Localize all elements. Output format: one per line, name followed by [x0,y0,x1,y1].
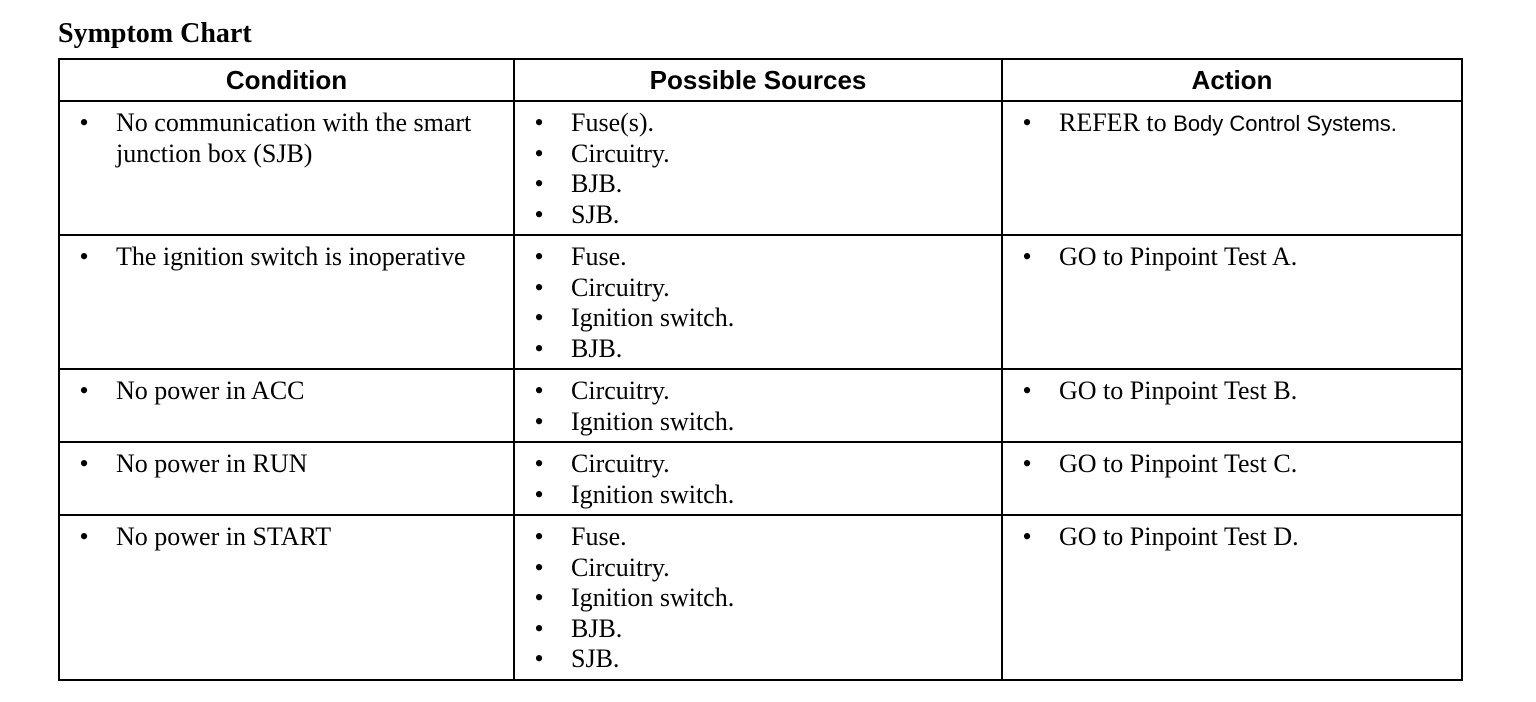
bullet-icon: • [534,552,544,582]
bullet-icon: • [534,583,544,612]
source-text: Circuitry. [571,449,670,478]
bullet-icon: • [534,406,544,436]
action-cell [1002,369,1462,442]
action-text: GO to Pinpoint Test C. [1059,449,1298,478]
source-text: Circuitry. [571,376,670,405]
bullet-icon: • [534,272,544,302]
list-item [515,108,1001,139]
condition-cell [59,442,514,515]
sources-cell [514,442,1002,515]
source-text: Ignition switch. [571,479,735,509]
source-text: Ignition switch. [571,303,735,332]
bullet-icon: • [79,449,89,478]
list-item [515,553,1001,584]
action-cell [1002,235,1462,369]
condition-cell [59,101,514,235]
list-item [1003,522,1461,553]
bullet-icon: • [534,199,544,229]
bullet-icon: • [534,613,544,643]
source-text: SJB. [571,644,620,673]
bullet-icon: • [1022,376,1032,405]
bullet-icon: • [534,376,544,405]
condition-cell [59,369,514,442]
list-item [515,407,1001,438]
action-text: GO to Pinpoint Test D. [1059,522,1299,551]
source-text: Circuitry. [571,272,670,302]
bullet-icon: • [79,376,89,405]
condition-text: No power in ACC [116,376,305,405]
list-item [515,644,1001,675]
bullet-icon: • [534,644,544,673]
source-text: Ignition switch. [571,406,735,436]
bullet-icon: • [534,479,544,509]
list-item [515,480,1001,511]
list-item [1003,449,1461,480]
bullet-icon: • [79,522,89,551]
table-row [59,515,1462,680]
header-possible-sources: Possible Sources [514,59,1002,101]
action-text: GO to Pinpoint Test B. [1059,376,1298,405]
list-item [515,303,1001,334]
list-item [60,376,513,407]
table-row [59,101,1462,235]
body-control-systems-link[interactable]: Body Control Systems. [1173,111,1397,136]
action-cell [1002,101,1462,235]
source-text: Ignition switch. [571,583,735,612]
list-item [515,583,1001,614]
list-item [515,200,1001,231]
list-item [515,376,1001,407]
list-item [60,522,513,553]
source-text: SJB. [571,199,620,229]
list-item [1003,242,1461,273]
condition-text: The ignition switch is inoperative [116,242,466,271]
source-text: BJB. [571,169,623,198]
bullet-icon: • [534,108,544,137]
action-cell [1002,515,1462,680]
bullet-icon: • [534,333,544,363]
condition-cell [59,515,514,680]
list-item [515,522,1001,553]
list-item [515,614,1001,645]
sources-cell [514,515,1002,680]
bullet-icon: • [534,449,544,478]
table-row [59,235,1462,369]
list-item [515,169,1001,200]
condition-text: No power in RUN [116,449,308,478]
bullet-icon: • [534,522,544,551]
bullet-icon: • [1022,522,1032,551]
bullet-icon: • [1022,242,1032,271]
list-item [60,108,513,169]
table-row [59,369,1462,442]
source-text: Fuse. [571,242,627,271]
bullet-icon: • [534,303,544,332]
action-text: GO to Pinpoint Test A. [1059,242,1298,271]
action-cell [1002,442,1462,515]
sources-cell [514,235,1002,369]
condition-text: No power in START [116,522,332,551]
bullet-icon: • [79,242,89,271]
source-text: BJB. [571,333,623,363]
list-item [515,449,1001,480]
bullet-icon: • [79,108,89,137]
header-condition: Condition [59,59,514,101]
source-text: Circuitry. [571,552,670,582]
sources-cell [514,369,1002,442]
list-item [60,242,513,273]
action-text: REFER to [1059,108,1167,137]
source-text: Fuse. [571,522,627,551]
bullet-icon: • [534,138,544,168]
bullet-icon: • [1022,108,1032,137]
list-item [60,449,513,480]
list-item [515,334,1001,365]
table-row [59,442,1462,515]
source-text: BJB. [571,613,623,643]
sources-cell [514,101,1002,235]
condition-cell [59,235,514,369]
bullet-icon: • [534,242,544,271]
list-item [515,242,1001,273]
header-action: Action [1002,59,1462,101]
bullet-icon: • [534,169,544,198]
list-item [1003,108,1461,140]
symptom-chart-table [58,58,1463,681]
source-text: Fuse(s). [571,108,655,137]
page-title: Symptom Chart [58,18,252,49]
table-header-row [59,59,1462,101]
list-item [515,273,1001,304]
list-item [1003,376,1461,407]
bullet-icon: • [1022,449,1032,478]
source-text: Circuitry. [571,138,670,168]
list-item [515,139,1001,170]
condition-text: No communication with the smart junction box (SJB) [116,108,472,168]
